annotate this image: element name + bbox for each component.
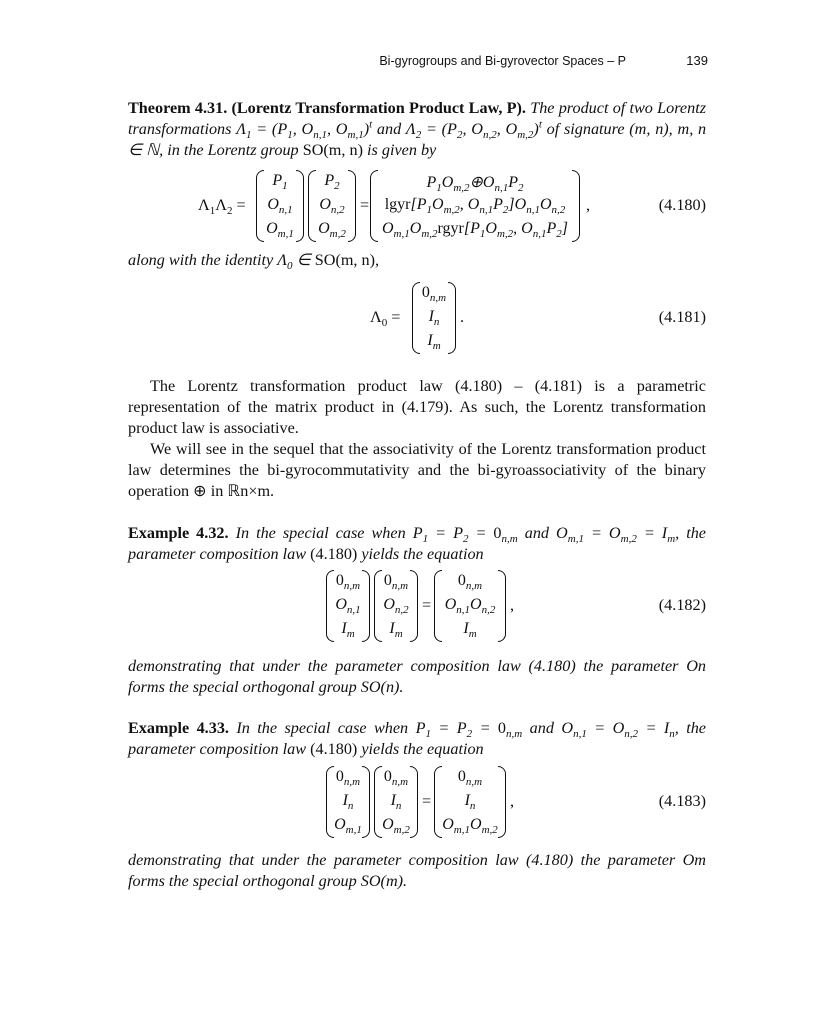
- theorem-title: (Lorentz Transformation Product Law, P).: [231, 99, 526, 117]
- matrix-lambda1: $P_1$ $O_{n,1}$ $O_{m,1}$: [256, 170, 304, 242]
- paragraph-sequel: We will see in the sequel that the associativity of the Lorentz transformation product law determines the bi-gyrocommutativity and the bi-gyroassociativity of the binary operation ⊕ in ℝn×m.: [128, 440, 706, 500]
- example-4-32-label: Example 4.32.: [128, 524, 229, 542]
- example-4-32-conclusion: demonstrating that under the parameter composition law (4.180) the parameter On forms the special orthogonal group SO(n).: [128, 657, 706, 696]
- equation-number-4-180: (4.180): [658, 196, 706, 214]
- identity-intro: along with the identity $\Lambda_0$ ∈ SO(m, n),: [128, 251, 380, 273]
- theorem-statement: Theorem 4.31. (Lorentz Transformation Product Law, P). The product of two Lorentz transformations $\Lambda_1 = (P_1$, $O_{n,1}$, $O_{m,1})^t$ and $\Lambda_2 = (P_2$, $O_{n,2}$, $O_{m,2})^t$ of signature (m, n), m, n ∈ ℕ, in the Lorentz group SO(m, n) is given by: [128, 99, 707, 159]
- equation-number-4-182: (4.182): [658, 596, 706, 614]
- example-4-33-conclusion: demonstrating that under the parameter composition law (4.180) the parameter Om forms the special orthogonal group SO(m).: [128, 851, 706, 890]
- equation-4-182: $0_{n,m}$ $O_{n,1}$ $I_m$ $0_{n,m}$ $O_{n,2}$ $I_m$ = $0_{n,m}$ $O_{n,1}O_{n,2}$ $I_m$ , (4.182): [128, 570, 706, 642]
- example-4-33-statement: Example 4.33. In the special case when $P_1 = P_2 = 0_{n,m}$ and $O_{n,1} = O_{n,2} = I_n$, the parameter composition law (4.180) yields the equation: [128, 719, 706, 758]
- example-4-32-statement: Example 4.32. In the special case when $P_1 = P_2 = 0_{n,m}$ and $O_{m,1} = O_{m,2} = I_m$, the parameter composition law (4.180) yields the equation: [128, 524, 706, 563]
- matrix-ex2-a: $0_{n,m}$ $I_n$ $O_{m,1}$: [326, 766, 370, 838]
- matrix-identity: $0_{n,m}$ $I_n$ $I_m$: [412, 282, 456, 354]
- page-number: 139: [686, 53, 708, 68]
- matrix-ex2-result: $0_{n,m}$ $I_n$ $O_{m,1}O_{m,2}$: [434, 766, 506, 838]
- example-4-33-label: Example 4.33.: [128, 719, 229, 737]
- equation-4-183: $0_{n,m}$ $I_n$ $O_{m,1}$ $0_{n,m}$ $I_n$ $O_{m,2}$ = $0_{n,m}$ $I_n$ $O_{m,1}O_{m,2}$ , (4.183): [128, 766, 706, 838]
- matrix-ex1-b: $0_{n,m}$ $O_{n,2}$ $I_m$: [374, 570, 418, 642]
- matrix-ex1-result: $0_{n,m}$ $O_{n,1}O_{n,2}$ $I_m$: [434, 570, 506, 642]
- theorem-label: Theorem 4.31.: [128, 99, 228, 117]
- lhs-lambda-product: $\Lambda_1\Lambda_2$ =: [198, 196, 246, 218]
- matrix-ex1-a: $0_{n,m}$ $O_{n,1}$ $I_m$: [326, 570, 370, 642]
- equation-4-180: $\Lambda_1\Lambda_2$ = $P_1$ $O_{n,1}$ $O_{m,1}$ $P_2$ $O_{n,2}$ $O_{m,2}$ = $P_1O_{m,2}\oplus O_{n,1}P_2$ $lgyr[P_1O_{m,2}$, $O_{n,1}P_2]O_{n,1}O_{n,2}$ $O_{m,1}O_{m,2}rgyr[P_1O_{m,2}$, $O_{n,1}P_2$] , (4.180): [198, 172, 706, 241]
- matrix-ex2-b: $0_{n,m}$ $I_n$ $O_{m,2}$: [374, 766, 418, 838]
- equation-number-4-183: (4.183): [658, 792, 706, 810]
- paragraph-associative: The Lorentz transformation product law (4.180) – (4.181) is a parametric representation of the matrix product in (4.179). As such, the Lorentz transformation product law is associative.: [128, 377, 706, 437]
- matrix-lambda2: $P_2$ $O_{n,2}$ $O_{m,2}$: [308, 170, 356, 242]
- running-title: Bi-gyrogroups and Bi-gyrovector Spaces – P: [379, 54, 626, 68]
- equation-number-4-181: (4.181): [658, 308, 706, 326]
- page-header: [128, 52, 708, 72]
- equation-4-181: $\Lambda_0$ = $0_{n,m}$ $I_n$ $I_m$ . (4.181): [370, 284, 706, 353]
- matrix-product-result: $P_1O_{m,2}\oplus O_{n,1}P_2$ $lgyr[P_1O_{m,2}$, $O_{n,1}P_2]O_{n,1}O_{n,2}$ $O_{m,1}O_{m,2}rgyr[P_1O_{m,2}$, $O_{n,1}P_2$]: [370, 170, 580, 242]
